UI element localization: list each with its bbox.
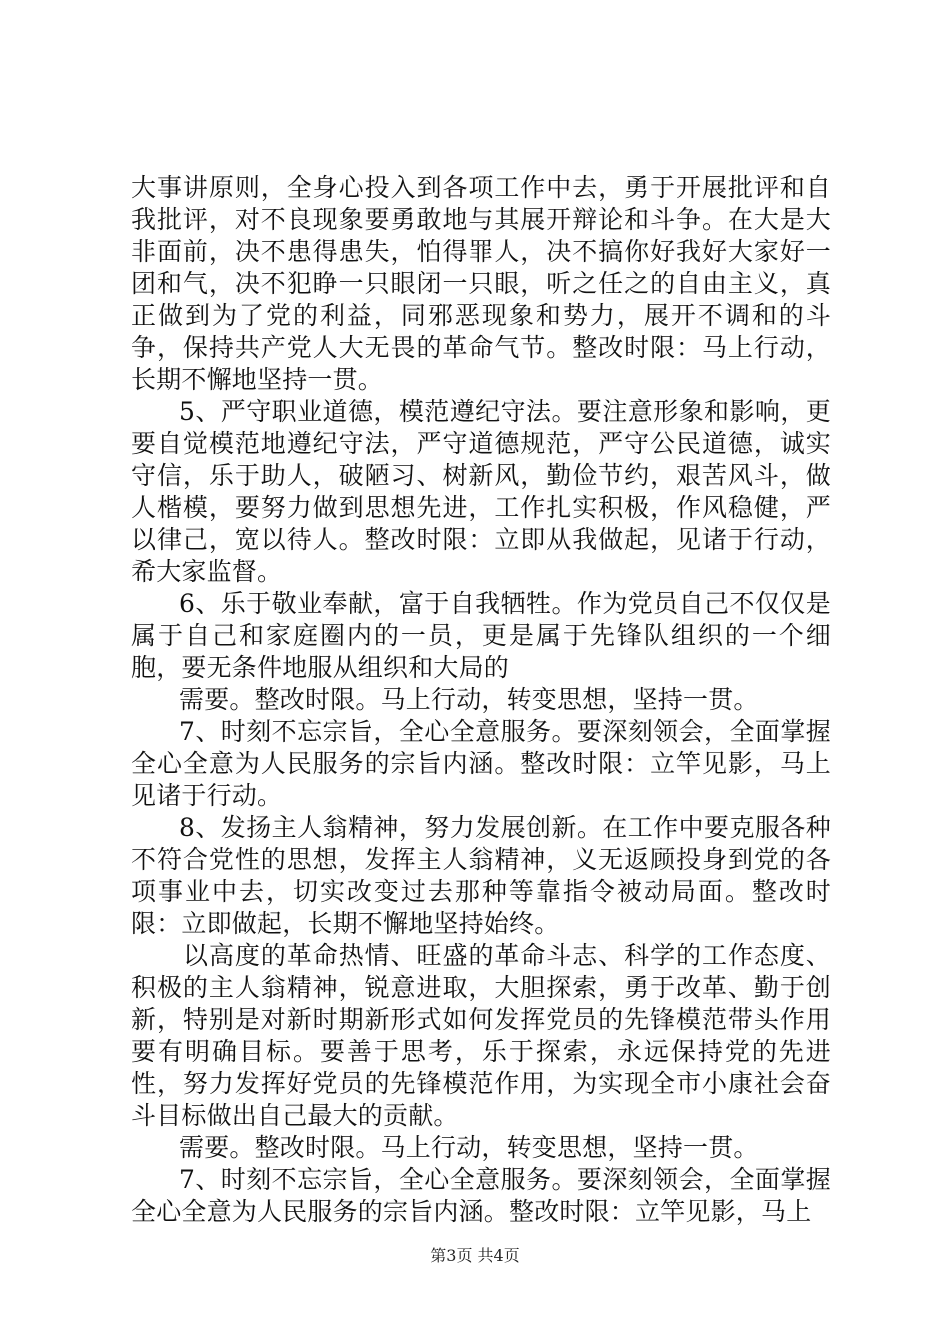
document-body bbox=[131, 172, 831, 1228]
paragraph-continuation: 大事讲原则，全身心投入到各项工作中去，勇于开展批评和自我批评，对不良现象要勇敢地与其展开辩论和斗争。在大是大非面前，决不患得患失，怕得罪人，决不搞你好我好大家好一团和气，决不犯睁一只眼闭一只眼，听之任之的自由主义，真正做到为了党的利益，同邪恶现象和势力，展开不调和的斗争，保持共产党人大无畏的革命气节。整改时限：马上行动，长期不懈地坚持一贯。 bbox=[131, 173, 831, 394]
paragraph-need-line-repeat: 需要。整改时限。马上行动，转变思想，坚持一贯。 bbox=[179, 1133, 759, 1162]
paragraph-summary: 以高度的革命热情、旺盛的革命斗志、科学的工作态度、积极的主人翁精神，锐意进取，大胆探索，勇于改革、勤于创新，特别是对新时期新形式如何发挥党员的先锋模范带头作用要有明确目标。要善于思考，乐于探索，永远保持党的先进性，努力发挥好党员的先锋模范作用，为实现全市小康社会奋斗目标做出自己最大的贡献。 bbox=[131, 941, 831, 1130]
paragraph-need-line: 需要。整改时限。马上行动，转变思想，坚持一贯。 bbox=[179, 685, 759, 714]
page-footer: 第3页 共4页 bbox=[430, 1246, 520, 1265]
paragraph-item-7-repeat: 7、时刻不忘宗旨，全心全意服务。要深刻领会，全面掌握全心全意为人民服务的宗旨内涵。整改时限：立竿见影，马上 bbox=[131, 1165, 831, 1226]
paragraph-item-7: 7、时刻不忘宗旨，全心全意服务。要深刻领会，全面掌握全心全意为人民服务的宗旨内涵。整改时限：立竿见影，马上见诸于行动。 bbox=[131, 717, 831, 810]
paragraph-item-8: 8、发扬主人翁精神，努力发展创新。在工作中要克服各种不符合党性的思想，发挥主人翁精神，义无返顾投身到党的各项事业中去，切实改变过去那种等靠指令被动局面。整改时限：立即做起，长期不懈地坚持始终。 bbox=[131, 813, 831, 938]
paragraph-item-6: 6、乐于敬业奉献，富于自我牺牲。作为党员自己不仅仅是属于自己和家庭圈内的一员，更是属于先锋队组织的一个细胞，要无条件地服从组织和大局的 bbox=[131, 589, 831, 682]
paragraph-item-5: 5、严守职业道德，模范遵纪守法。要注意形象和影响，更要自觉模范地遵纪守法，严守道德规范，严守公民道德，诚实守信，乐于助人，破陋习、树新风，勤俭节约，艰苦风斗，做人楷模，要努力做到思想先进，工作扎实积极，作风稳健，严以律己，宽以待人。整改时限：立即从我做起，见诸于行动，希大家监督。 bbox=[131, 397, 831, 586]
